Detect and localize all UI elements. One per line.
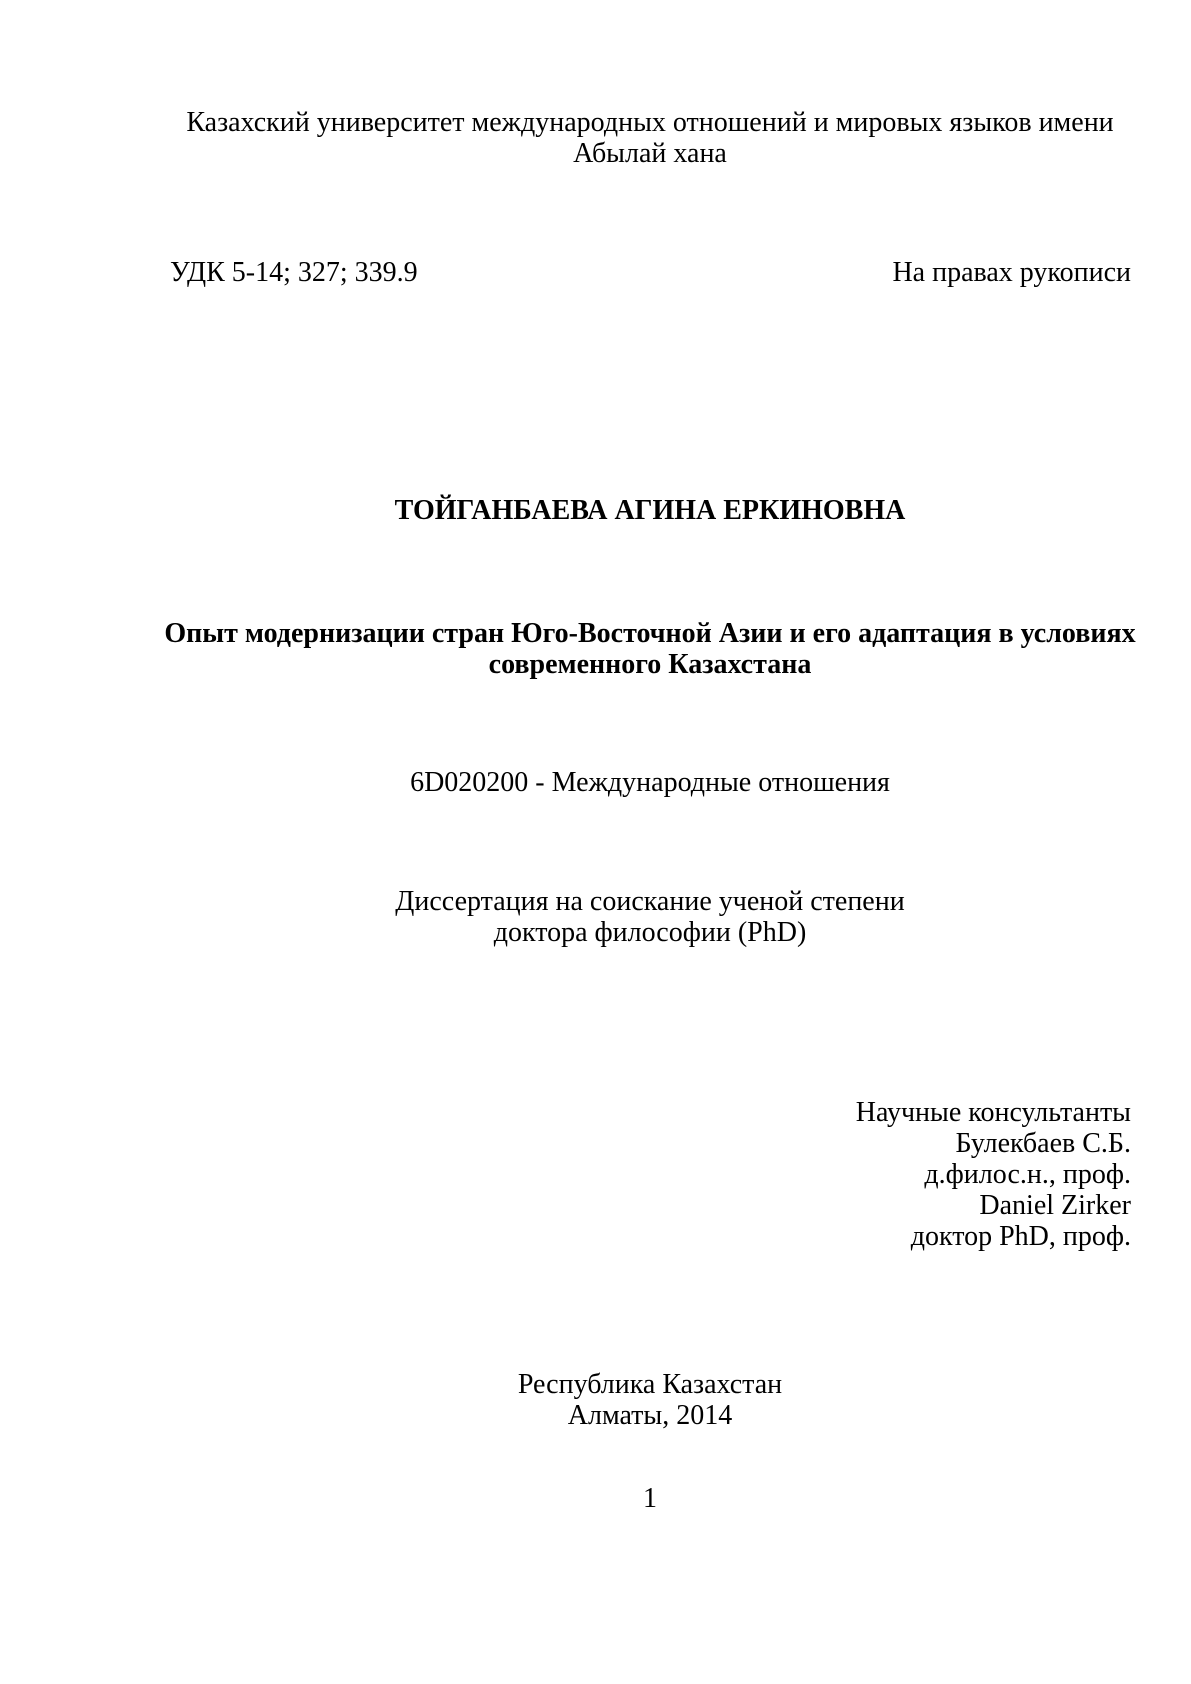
university-line-2: Абылай хана — [573, 138, 727, 169]
footer-city-year: Алматы, 2014 — [567, 1400, 733, 1431]
university-line-1: Казахский университет международных отношений и мировых языков имени — [186, 107, 1114, 138]
footer-country: Республика Казахстан — [517, 1369, 783, 1400]
title-line-1: Опыт модернизации стран Юго-Восточной Азии и его адаптация в условиях — [164, 618, 1136, 649]
consultant-name: Daniel Zirker — [979, 1190, 1131, 1221]
consultants-heading: Научные консультанты — [855, 1097, 1131, 1128]
consultant-name: Булекбаев С.Б. — [955, 1128, 1131, 1159]
udc-code: УДК 5-14; 327; 339.9 — [170, 257, 418, 288]
dissertation-line-1: Диссертация на соискание ученой степени — [395, 886, 905, 917]
page-number: 1 — [643, 1483, 657, 1514]
author-name: ТОЙГАНБАЕВА АГИНА ЕРКИНОВНА — [394, 495, 906, 526]
consultant-degree: д.филос.н., проф. — [924, 1159, 1131, 1190]
specialty: 6D020200 - Международные отношения — [410, 767, 890, 798]
dissertation-line-2: доктора философии (PhD) — [493, 917, 807, 948]
title-line-2: современного Казахстана — [488, 649, 812, 680]
consultant-degree: доктор PhD, проф. — [910, 1221, 1131, 1252]
rights-notice: На правах рукописи — [892, 257, 1131, 288]
